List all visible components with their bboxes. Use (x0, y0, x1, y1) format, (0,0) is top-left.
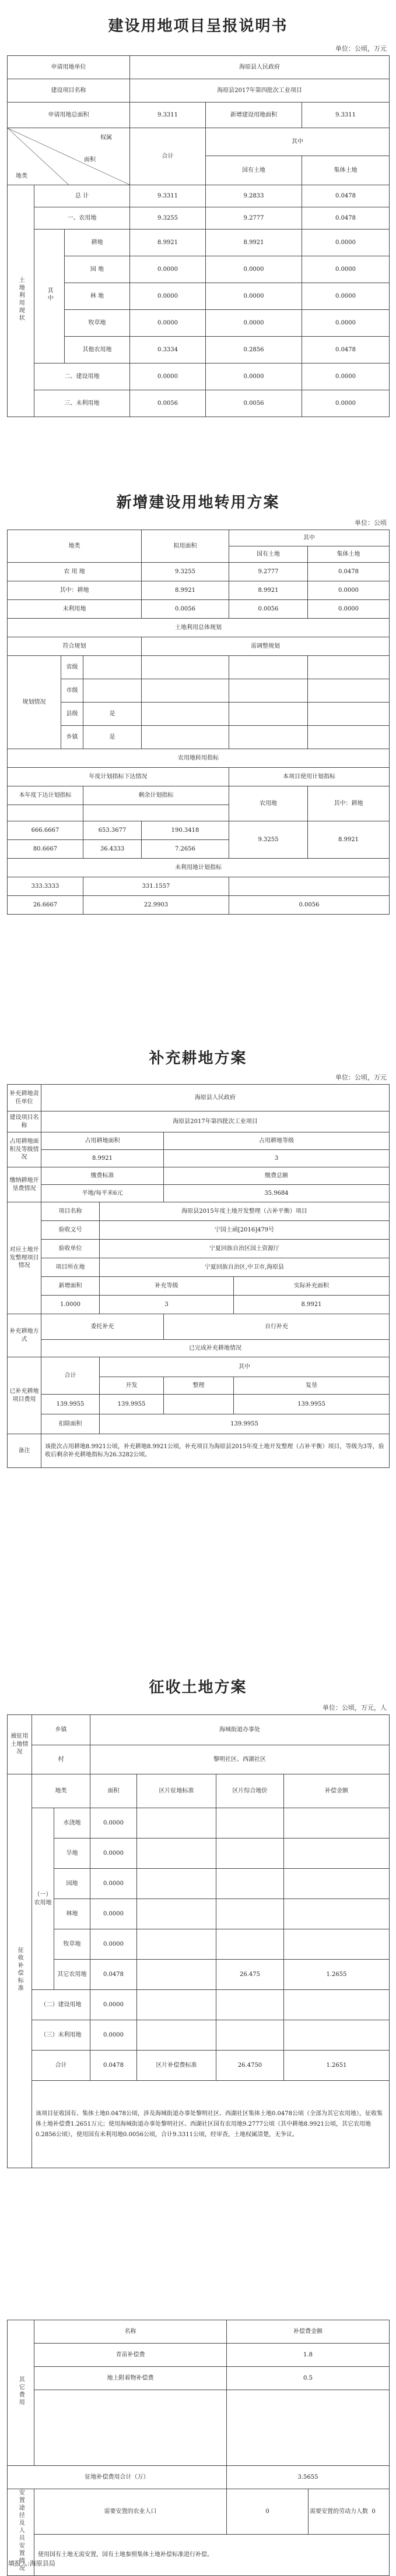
cell (216, 1929, 284, 1960)
cell: 0.0478 (90, 1960, 137, 1990)
r4-label: 缴纳耕地开垦费情况 (8, 1167, 41, 1202)
cell: 0.0478 (308, 563, 390, 581)
cell (216, 1808, 284, 1839)
cell: 0.0000 (90, 1899, 137, 1929)
plan-level: 省级 (61, 656, 83, 679)
resettle-side: 安置途径及人员安置情况 (8, 2489, 34, 2576)
cell: 0.3334 (130, 337, 206, 364)
row-label: 园 地 (65, 256, 130, 283)
header-proposed: 拟用面积 (142, 530, 229, 563)
cell: 0.0000 (130, 283, 206, 310)
header-state-land: 国有土地 (229, 546, 308, 563)
cell: 653.3677 (83, 821, 142, 840)
cell: 0.0056 (206, 390, 302, 417)
cell: 8.9921 (234, 1296, 390, 1314)
row-label: 牧草地 (65, 310, 130, 337)
row-label: 其他农用地 (65, 337, 130, 364)
cell: 区片综合地价 (216, 1774, 284, 1808)
cell: 9.2777 (229, 563, 308, 581)
header-state-land: 国有土地 (206, 156, 302, 185)
cell: （三）未利用地 (32, 2020, 90, 2051)
cell: 22.9903 (83, 896, 229, 915)
cell: 海原县2015年度土地开发整理（占补平衡）项目 (100, 1202, 390, 1221)
cell: （二）建设用地 (32, 1990, 90, 2020)
row-label: 未利用地 (8, 600, 142, 619)
cell: 复垦 (234, 1377, 390, 1395)
cell: 1.2655 (284, 1960, 390, 1990)
fees-table (7, 2320, 390, 2576)
cell: 0.5 (227, 2367, 390, 2390)
header-year: 本年度下达计划指标 (8, 786, 83, 805)
cell (216, 1839, 284, 1869)
unit-label: 单位：公顷，万元，人 (323, 1704, 387, 1712)
cell: 0.2856 (206, 337, 302, 364)
expropriation-table (7, 1714, 390, 2168)
diag-rights: 权属 (100, 135, 113, 141)
land-status-side: 土地利用现状 (8, 185, 34, 417)
total-area-value: 9.3311 (130, 103, 206, 128)
cell: 190.3418 (142, 821, 229, 840)
cell: 项目所在地 (41, 1258, 100, 1277)
cell: 0.0000 (302, 283, 390, 310)
cell: 验收文号 (41, 1221, 100, 1240)
cell (229, 877, 390, 896)
plan-side: 规划情况 (8, 656, 61, 749)
cell: 0.0000 (308, 600, 390, 619)
cell: 征地补偿费用合计（万） (8, 2466, 227, 2489)
cell: 26.475 (216, 1960, 284, 1990)
other-fees-side: 其它费用 (8, 2320, 34, 2466)
plan-level: 乡镇 (61, 726, 83, 749)
cell: 139.9955 (41, 1395, 100, 1414)
section-other-fees (3, 2307, 393, 2573)
cell: 8.9921 (130, 230, 206, 256)
cell (137, 1869, 216, 1899)
header-agri: 农用地 (229, 786, 308, 821)
section-title: 征收土地方案 (149, 1679, 247, 1696)
annual-label: 年度计划指标下达情况 (8, 768, 229, 786)
cell (284, 1808, 390, 1839)
cell: 0.0000 (90, 1929, 137, 1960)
cell (284, 1839, 390, 1869)
cell: 3 (100, 1296, 234, 1314)
cell: 26.4750 (216, 2051, 284, 2081)
cell: 扣除面积 (41, 1414, 100, 1434)
cell: 宁夏回族自治区国土资源厅 (100, 1240, 390, 1258)
cell: 地上附着物补偿费 (34, 2367, 227, 2390)
cell: 331.1557 (83, 877, 229, 896)
row-label: 总 计 (34, 185, 130, 207)
note-text: 该批次占用耕地8.9921公顷，补充耕地8.9921公顷，补充项目为海原县2015年度土地开发整理（占补平衡）项目，等级为3等，验收后剩余补充耕地指标为26.3282公顷。 (41, 1434, 390, 1468)
cost-side: 已补充耕地项目费用 (8, 1357, 41, 1434)
cell: 其中 (100, 1357, 390, 1377)
cell: 36.4333 (83, 840, 142, 859)
cell: 占用耕地等级 (164, 1132, 390, 1150)
cell: 园地 (54, 1869, 90, 1899)
project-label: 本项目使用计划指标 (229, 768, 390, 786)
plan-value (83, 656, 142, 679)
section-expropriation-plan (3, 1672, 393, 2278)
cell (284, 1929, 390, 1960)
cell: 占用耕地面积 (41, 1132, 164, 1150)
plan-value: 是 (83, 726, 142, 749)
project-value: 海原县2017年第四批次工业项目 (130, 79, 390, 103)
land-use-table (7, 55, 390, 417)
cell (216, 1899, 284, 1929)
annual-header: 农用地转用指标 (8, 749, 390, 768)
cell: 8.9921 (142, 581, 229, 600)
cell (164, 1395, 234, 1414)
cell: 名称 (34, 2320, 227, 2344)
diag-area: 面积 (84, 157, 96, 163)
footer-reporter: 填报人:海原县局 (8, 2560, 55, 2567)
cell (284, 1899, 390, 1929)
diag-class: 地类 (16, 172, 27, 179)
cell: 新增面积 (41, 1277, 100, 1296)
cell (284, 1869, 390, 1899)
expropriation-note: 该项目征收国有、集体土地0.0478公顷，涉及海城街道办事处黎明社区、西湖社区集体土地0.0478公顷（全部为其它农用地），征收集体土地补偿费1.2651万元；使用海城街道办事处黎明社区、西湖社区国有农用地9.2777公顷（其中耕地8.9921公顷，其它农用地0.2856公顷），使用国有未利用地0.0056公顷，合计9.3311公顷，经审查，土地权属清楚，无争议。 (32, 2081, 390, 2168)
row-label: 三、未利用地 (34, 390, 130, 417)
project-side: 对应土地开发整理项目情况 (8, 1202, 41, 1314)
cell: 0.0000 (206, 310, 302, 337)
agri-side: （一）农用地 (32, 1808, 54, 1990)
cell: 0.0056 (229, 600, 308, 619)
cell: 区片征地标准 (137, 1774, 216, 1808)
cell: 0.0000 (302, 256, 390, 283)
cell: 青苗补偿费 (34, 2344, 227, 2367)
cell: 0.0000 (90, 2020, 137, 2051)
cell: 8.9921 (229, 581, 308, 600)
cell: 地类 (32, 1774, 90, 1808)
section-conversion-plan (3, 470, 393, 1000)
cell: 合计 (41, 1357, 100, 1395)
header-of-which: 其中 (229, 530, 390, 546)
row-label: 耕地 (65, 230, 130, 256)
header-total: 合计 (130, 128, 206, 185)
cell: 0.0000 (90, 1808, 137, 1839)
cell: 开发 (100, 1377, 164, 1395)
unit-label: 单位：公顷，万元 (335, 45, 387, 52)
cell: 0.0000 (206, 364, 302, 390)
cell: 其它农用地 (54, 1960, 90, 1990)
cell: 补偿金额 (284, 1774, 390, 1808)
cell: 0.0478 (302, 207, 390, 230)
cell: 1.8 (227, 2344, 390, 2367)
cell: 0.0000 (206, 283, 302, 310)
cell: 8.9921 (308, 821, 390, 859)
cell: 3.5655 (227, 2466, 390, 2489)
cell: 0.0000 (302, 230, 390, 256)
cell: 项目名称 (41, 1202, 100, 1221)
cell: 宁夏回族自治区,中卫市,海原县 (100, 1258, 390, 1277)
cell: 使用国有土地无需安置，国有土地参照集体土地补偿标准进行补偿。 (34, 2534, 390, 2575)
cell: 26.6667 (8, 896, 83, 915)
sub-label: 其中 (34, 230, 65, 364)
cell: 7.2656 (142, 840, 229, 859)
cell: 验收单位 (41, 1240, 100, 1258)
cell (137, 1899, 216, 1929)
cell: 乡镇 (32, 1715, 90, 1745)
unit-label: 单位：公顷，万元 (335, 1074, 387, 1081)
cell: 9.3255 (229, 821, 308, 859)
cell: 0.0000 (130, 310, 206, 337)
cell: 1.2651 (284, 2051, 390, 2081)
plan-level: 市级 (61, 679, 83, 703)
cell (137, 1839, 216, 1869)
cell (137, 1808, 216, 1839)
cell: 海城街道办事处 (90, 1715, 390, 1745)
conform-label: 符合规划 (8, 637, 142, 656)
cell: 0.0056 (229, 896, 390, 915)
cell: 黎明社区、西湖社区 (90, 1745, 390, 1774)
unused-header: 未利用地计划指标 (8, 859, 390, 877)
row-label: 林 地 (65, 283, 130, 310)
unit-label: 单位：公顷 (355, 519, 387, 527)
cell: 0.0478 (302, 185, 390, 207)
cell: 海原县人民政府 (41, 1085, 390, 1111)
cell: 海原县2017年第四批次工业项目 (41, 1111, 390, 1132)
cell: 0.0000 (302, 310, 390, 337)
plan-value (83, 679, 142, 703)
cell: 宁国土函[2016]479号 (100, 1221, 390, 1240)
section-title: 建设用地项目呈报说明书 (108, 17, 288, 35)
applicant-value: 海原县人民政府 (130, 56, 390, 79)
cell: 35.9684 (164, 1185, 390, 1202)
note-label: 备注 (8, 1434, 41, 1468)
cell: 林地 (54, 1899, 90, 1929)
cell: 0.0000 (302, 364, 390, 390)
header-collective-land: 集体土地 (302, 156, 390, 185)
row-label: 二、建设用地 (34, 364, 130, 390)
cell: 139.9955 (234, 1395, 390, 1414)
cell: 村 (32, 1745, 90, 1774)
cell: 0.0000 (308, 581, 390, 600)
cell: 需要安置的劳动力人数 0 (309, 2489, 390, 2535)
cell: 9.3311 (130, 185, 206, 207)
plan-header: 土地利用总体规划 (8, 619, 390, 637)
cell: 8.9921 (206, 230, 302, 256)
header-cult: 其中：耕地 (308, 786, 390, 821)
section-supplement-plan (3, 1043, 393, 1637)
cell: 3 (164, 1150, 390, 1167)
cell: 区片补偿费标准 (137, 2051, 216, 2081)
cell: 0.0000 (130, 256, 206, 283)
r1-label: 补充耕地责任单位 (8, 1085, 41, 1111)
cell: 666.6667 (8, 821, 83, 840)
cell: 自行补充 (164, 1314, 390, 1340)
row-label: 农 用 地 (8, 563, 142, 581)
cell (216, 1869, 284, 1899)
cell: 0 (227, 2489, 309, 2535)
cell: 合计 (32, 2051, 90, 2081)
cell: 0.0000 (90, 1839, 137, 1869)
cell: 0.0000 (206, 256, 302, 283)
cell (137, 1960, 216, 1990)
cell: 水浇地 (54, 1808, 90, 1839)
cell: 9.2777 (206, 207, 302, 230)
cell: 9.3255 (142, 563, 229, 581)
total-area-label: 申请用地总面积 (8, 103, 130, 128)
cell: 0.0056 (142, 600, 229, 619)
conversion-table (7, 530, 390, 915)
r2-label: 建设项目名称 (8, 1111, 41, 1132)
cell: 0.0000 (90, 1990, 137, 2020)
cell: 补充等级 (100, 1277, 234, 1296)
cell (137, 1929, 216, 1960)
applicant-label: 申请用地单位 (8, 56, 130, 79)
row-label: 其中：耕地 (8, 581, 142, 600)
cell: 0.0478 (90, 2051, 137, 2081)
header-class: 地类 (8, 530, 142, 563)
row-label: 一、农用地 (34, 207, 130, 230)
cell: 缴费总额 (164, 1167, 390, 1185)
cell: 整理 (164, 1377, 234, 1395)
cell: 139.9955 (100, 1395, 164, 1414)
method-label: 补充耕地方式 (8, 1314, 41, 1357)
header-of-which: 其中 (206, 128, 390, 156)
cell: 139.9955 (100, 1414, 390, 1434)
section-title: 新增建设用地转用方案 (116, 494, 280, 511)
adjust-label: 需调整规划 (142, 637, 390, 656)
cell: 0.0056 (130, 390, 206, 417)
plan-level: 县级 (61, 703, 83, 726)
cell: 面积 (90, 1774, 137, 1808)
cell: 已完成补充耕地情况 (41, 1340, 390, 1357)
section-title: 补充耕地方案 (149, 1050, 247, 1067)
cell: 0.0000 (90, 1869, 137, 1899)
cell: 1.0000 (41, 1296, 100, 1314)
cell: 9.3255 (130, 207, 206, 230)
cell: 333.3333 (8, 877, 83, 896)
cell: 8.9921 (41, 1150, 164, 1167)
cell: 平地/每平米6元 (41, 1185, 164, 1202)
plan-value: 是 (83, 703, 142, 726)
cell: 需要安置的农业人口 (34, 2489, 227, 2535)
r3-label: 占用耕地面积及等级情况 (8, 1132, 41, 1167)
new-area-label: 新增建设用地面积 (206, 103, 302, 128)
cell: 9.2833 (206, 185, 302, 207)
section-project-report (3, 0, 393, 436)
cell: 80.6667 (8, 840, 83, 859)
new-area-value: 9.3311 (302, 103, 390, 128)
project-label: 建设项目名称 (8, 79, 130, 103)
cell: 实际补充面积 (234, 1277, 390, 1296)
header-remain: 剩余计划指标 (83, 786, 229, 805)
cell: 委托补充 (41, 1314, 164, 1340)
cell: 缴费标准 (41, 1167, 164, 1185)
supplement-table (7, 1084, 390, 1468)
cell: 0.0000 (302, 390, 390, 417)
std-side: 征收补偿标准 (8, 1774, 32, 2168)
cell: 0.0478 (302, 337, 390, 364)
cell: 0.0000 (130, 364, 206, 390)
expropriated-side: 被征用土地情况 (8, 1715, 32, 1774)
cell: 补偿费金额 (227, 2320, 390, 2344)
cell: 旱地 (54, 1839, 90, 1869)
cell: 牧草地 (54, 1929, 90, 1960)
header-collective-land: 集体土地 (308, 546, 390, 563)
diagonal-header (8, 128, 130, 185)
